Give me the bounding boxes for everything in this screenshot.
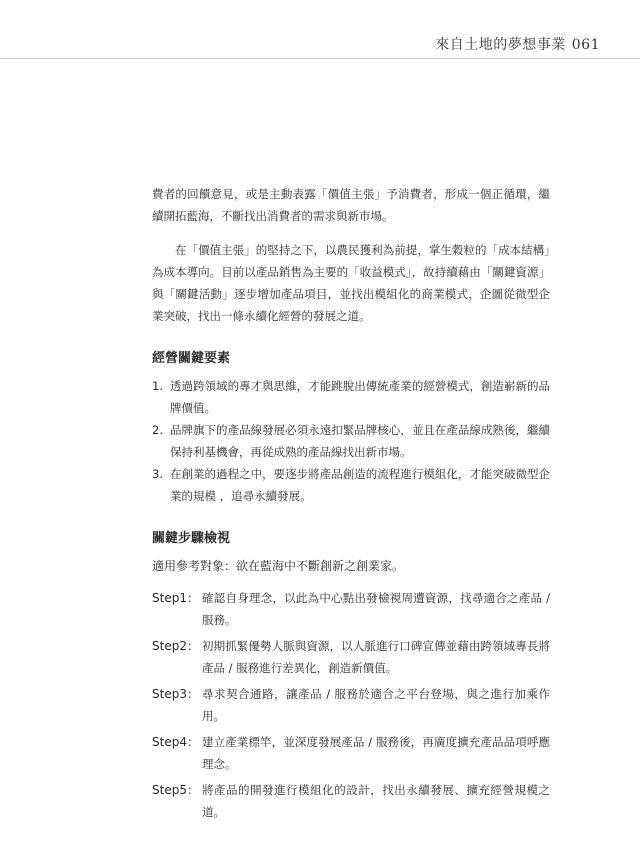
target-audience: 適用參考對象：欲在藍海中不斷創新之創業家。 xyxy=(152,559,405,573)
header-rule xyxy=(0,58,640,59)
step-row xyxy=(152,587,550,631)
section-heading-key-elements: 經營關鍵要素 xyxy=(152,351,231,366)
list-text: 在創業的過程之中，要逐步將產品創造的流程進行模組化，才能突破微型企業的規模 ，追尋永續發展。 xyxy=(170,467,550,503)
list-text: 品牌旗下的產品線發展必須永遠扣緊品牌核心，並且在產品線成熟後，繼續保持利基機會，再從成熟的產品線找出新市場。 xyxy=(170,423,550,459)
step-text: 建立產業標竿，並深度發展產品 / 服務後，再廣度擴充產品品項呼應理念。 xyxy=(202,735,550,771)
steps-list xyxy=(152,587,550,823)
paragraph-1: 費者的回饋意見，或是主動表露「價值主張」予消費者，形成一個正循環，繼續開拓藍海，不斷找出消費者的需求與新市場。 xyxy=(152,187,550,223)
step-row xyxy=(152,683,550,727)
list-number: 1. xyxy=(152,379,163,393)
list-item xyxy=(152,419,550,463)
step-text: 將產品的開發進行模組化的設計，找出永續發展、擴充經營規模之道。 xyxy=(202,783,550,819)
running-header xyxy=(0,34,600,54)
step-label: Step2： xyxy=(152,639,199,653)
step-label: Step5： xyxy=(152,783,199,797)
list-item xyxy=(152,463,550,507)
book-title: 來自土地的夢想事業 xyxy=(435,37,566,53)
list-item xyxy=(152,375,550,419)
step-row xyxy=(152,731,550,775)
list-text: 透過跨領域的專才與思維，才能跳脫出傳統產業的經營模式，創造嶄新的品牌價值。 xyxy=(170,379,550,415)
step-label: Step4： xyxy=(152,735,199,749)
key-elements-list xyxy=(152,375,550,507)
page-number: 061 xyxy=(571,37,600,53)
step-label: Step3： xyxy=(152,687,199,701)
list-number: 3. xyxy=(152,467,163,481)
paragraph-2: 在「價值主張」的堅持之下，以農民獲利為前提，掌生穀粒的「成本結構」為成本導向。目前以產品銷售為主要的「收益模式」，故持續藉由「關鍵資源」與「關鍵活動」逐步增加產品項目，並找出模組化的商業模式，企圖從微型企業突破，找出一條永續化經營的發展之道。 xyxy=(152,243,550,323)
step-text: 確認自身理念，以此為中心點出發檢視周遭資源，找尋適合之產品 / 服務。 xyxy=(202,591,550,627)
list-number: 2. xyxy=(152,423,163,437)
section-heading-key-steps: 關鍵步驟檢視 xyxy=(152,531,231,546)
main-content xyxy=(152,183,550,827)
step-row xyxy=(152,779,550,823)
step-text: 尋求契合通路，讓產品 / 服務於適合之平台登場，與之進行加乘作用。 xyxy=(202,687,550,723)
step-row xyxy=(152,635,550,679)
step-text: 初期抓緊優勢人脈與資源，以人脈進行口碑宣傳並藉由跨領域專長將產品 / 服務進行差異化，創造新價值。 xyxy=(202,639,550,675)
step-label: Step1： xyxy=(152,591,199,605)
